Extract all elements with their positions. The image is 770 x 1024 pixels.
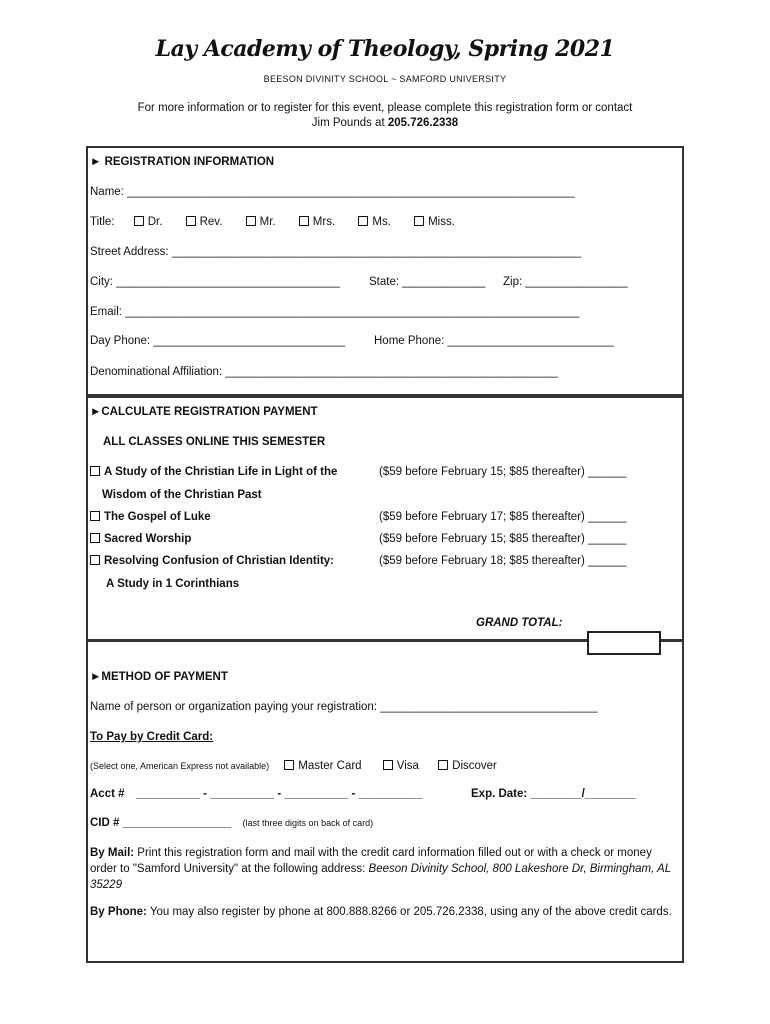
checkbox-icon: [284, 760, 294, 770]
by-mail-label: By Mail:: [90, 847, 135, 859]
calculate-heading: ►CALCULATE REGISTRATION PAYMENT: [90, 406, 318, 418]
grand-total-label: GRAND TOTAL:: [476, 617, 563, 629]
class-item-gospel-luke[interactable]: The Gospel of Luke: [90, 511, 211, 523]
page-subtitle: BEESON DIVINITY SCHOOL ~ SAMFORD UNIVERSITY: [263, 74, 507, 84]
class-price-sacred-worship: ($59 before February 15; $85 thereafter) ______: [379, 533, 627, 545]
exp-date-field[interactable]: Exp. Date: ________/________: [471, 788, 636, 800]
checkbox-icon: [90, 533, 100, 543]
mail-address: Beeson Divinity School, 800 Lakeshore Dr, Birmingham, AL 35229: [90, 863, 671, 891]
payer-name-field[interactable]: Name of person or organization paying your registration: __________________________________: [90, 701, 598, 713]
card-option-visa[interactable]: Visa: [383, 760, 419, 772]
card-select-note: (Select one, American Express not available): [90, 761, 270, 771]
card-option-mastercard[interactable]: Master Card: [284, 760, 361, 772]
method-heading: ►METHOD OF PAYMENT: [90, 671, 228, 683]
acct-label: Acct #: [90, 788, 125, 800]
acct-number-field[interactable]: __________ - __________ - __________ - __________: [136, 788, 423, 800]
by-phone-text: You may also register by phone at 800.888.8266 or 205.726.2338, using any of the above credit cards.: [146, 906, 672, 918]
title-options: [90, 216, 455, 228]
checkbox-icon: [246, 216, 256, 226]
by-phone-paragraph: [90, 904, 678, 920]
class-item-christian-life-line2: Wisdom of the Christian Past: [102, 489, 262, 501]
state-field[interactable]: State: _____________: [369, 276, 486, 288]
title-option-mrs[interactable]: Mrs.: [299, 216, 335, 228]
page-title: Lay Academy of Theology, Spring 2021: [155, 36, 615, 62]
email-field[interactable]: Email: _______________________________________________________________________: [90, 306, 580, 318]
class-item-resolving-confusion[interactable]: Resolving Confusion of Christian Identity:: [90, 555, 334, 567]
title-option-ms[interactable]: Ms.: [358, 216, 391, 228]
checkbox-icon: [438, 760, 448, 770]
intro-text: [100, 101, 670, 131]
class-item-christian-life[interactable]: A Study of the Christian Life in Light of the: [90, 466, 337, 478]
street-address-field[interactable]: Street Address: ________________________________________________________________: [90, 246, 582, 258]
checkbox-icon: [383, 760, 393, 770]
checkbox-icon: [134, 216, 144, 226]
checkbox-icon: [186, 216, 196, 226]
title-option-dr[interactable]: Dr.: [134, 216, 163, 228]
by-phone-label: By Phone:: [90, 906, 147, 918]
contact-phone: 205.726.2338: [387, 117, 459, 129]
intro-line-2-prefix: Jim Pounds at: [311, 117, 388, 129]
class-item-sacred-worship[interactable]: Sacred Worship: [90, 533, 191, 545]
checkbox-icon: [90, 466, 100, 476]
cid-note: (last three digits on back of card): [242, 818, 374, 828]
class-price-christian-life: ($59 before February 15; $85 thereafter) ______: [379, 466, 627, 478]
city-field[interactable]: City: ___________________________________: [90, 276, 341, 288]
title-option-miss[interactable]: Miss.: [414, 216, 455, 228]
cid-field[interactable]: CID # _________________: [90, 817, 232, 829]
by-mail-text: Print this registration form and mail with the credit card information filled out or with a check or money order to "Samford University" at the following address:: [90, 847, 652, 875]
card-option-discover[interactable]: Discover: [438, 760, 497, 772]
name-field[interactable]: Name: ______________________________________________________________________: [90, 186, 575, 198]
home-phone-field[interactable]: Home Phone: __________________________: [374, 335, 614, 347]
classes-subheading: ALL CLASSES ONLINE THIS SEMESTER: [103, 436, 326, 448]
checkbox-icon: [90, 511, 100, 521]
checkbox-icon: [414, 216, 424, 226]
affiliation-field[interactable]: Denominational Affiliation: ____________________________________________________: [90, 366, 558, 378]
card-select-row: [90, 760, 497, 772]
checkbox-icon: [358, 216, 368, 226]
registration-heading: ► REGISTRATION INFORMATION: [90, 156, 275, 168]
by-mail-paragraph: [90, 845, 678, 893]
cid-row: [90, 817, 373, 829]
grand-total-field[interactable]: [587, 631, 661, 655]
checkbox-icon: [299, 216, 309, 226]
class-price-resolving-confusion: ($59 before February 18; $85 thereafter) ______: [379, 555, 627, 567]
day-phone-field[interactable]: Day Phone: ______________________________: [90, 335, 346, 347]
intro-line-1: For more information or to register for this event, please complete this registration form or contact: [137, 102, 633, 114]
title-option-rev[interactable]: Rev.: [186, 216, 223, 228]
registration-info-section: [86, 146, 684, 396]
title-option-mr[interactable]: Mr.: [246, 216, 276, 228]
class-item-resolving-confusion-line2: A Study in 1 Corinthians: [106, 578, 240, 590]
credit-card-heading: To Pay by Credit Card:: [90, 731, 214, 743]
checkbox-icon: [90, 555, 100, 565]
title-label: Title:: [90, 216, 115, 228]
zip-field[interactable]: Zip: ________________: [503, 276, 628, 288]
class-price-gospel-luke: ($59 before February 17; $85 thereafter) ______: [379, 511, 627, 523]
